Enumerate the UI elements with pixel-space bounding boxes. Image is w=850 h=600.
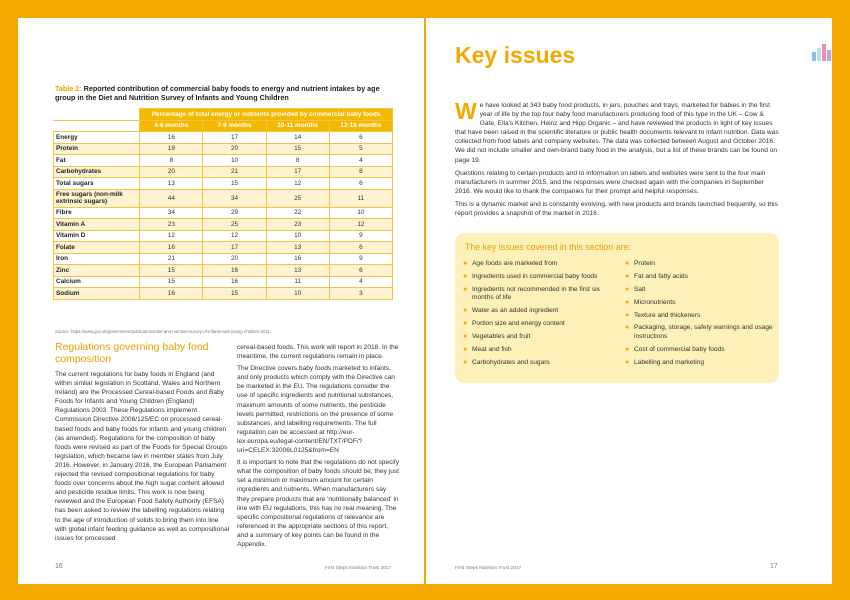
key-issues-list-right <box>625 260 775 372</box>
intro-text <box>455 98 779 222</box>
bullet-icon: ● <box>463 320 468 328</box>
body-paragraph: cereal-based foods. This work will report in 2018. In the meantime, the current regulations remain in place. <box>237 344 399 361</box>
bullet-icon: ● <box>463 272 468 280</box>
table-cell: 13 <box>140 178 203 190</box>
table-row <box>54 207 393 219</box>
key-issue-text: Ingredients not recommended in the first six months of life <box>472 285 600 302</box>
key-issue-text: Protein <box>634 260 655 267</box>
table-cell: 11 <box>266 276 329 288</box>
table-cell: 21 <box>140 253 203 265</box>
table-row-label: Folate <box>54 242 140 254</box>
table-cell: 17 <box>203 132 266 144</box>
key-issues-title: The key issues covered in this section are: <box>465 242 631 252</box>
table-row-label: Total sugars <box>54 178 140 190</box>
nutrient-table <box>53 108 393 300</box>
table-cell: 8 <box>329 166 392 178</box>
key-issues-box <box>455 233 779 383</box>
table-cell: 16 <box>203 265 266 277</box>
table-row <box>54 178 393 190</box>
bullet-icon: ● <box>463 260 468 267</box>
key-issue-text: Texture and thickeners <box>634 311 701 319</box>
table-cell: 5 <box>329 143 392 155</box>
key-issue-item <box>463 273 613 282</box>
footer-text-left: First Steps Nutrition Trust 2017 <box>325 566 392 571</box>
table-cell: 12 <box>203 230 266 242</box>
table-cell: 11 <box>329 189 392 207</box>
table-cell: 12 <box>140 230 203 242</box>
page-number-left: 16 <box>55 563 63 570</box>
key-issue-item <box>463 320 613 329</box>
key-issue-item <box>463 307 613 316</box>
intro-paragraph-text: Questions relating to certain products and to information on labels and websites were sent to the four main manufacturers in summer 2015, and the responses were checked again with the companies in September 2016. We would like to thank the companies for their prompt and helpful responses. <box>455 169 766 195</box>
key-issues-list-left <box>463 260 613 372</box>
table-cell: 22 <box>266 207 329 219</box>
table-row <box>54 242 393 254</box>
table-cell: 8 <box>266 155 329 167</box>
table-source: Source: https://www.gov.uk/government/publications/diet-and-nutrition-survey-of-infants-and-young-children-2011 <box>55 329 270 334</box>
key-issue-text: Portion size and energy content <box>472 320 565 328</box>
table-column-header: 12-18 months <box>329 120 392 132</box>
key-issue-text: Vegetables and fruit <box>472 333 531 341</box>
table-cell: 16 <box>140 242 203 254</box>
key-issue-text: Salt <box>634 285 646 293</box>
table-cell: 20 <box>140 166 203 178</box>
table-cell: 9 <box>329 230 392 242</box>
key-issue-item <box>463 333 613 342</box>
bullet-icon: ● <box>625 272 630 280</box>
table-row <box>54 265 393 277</box>
body-column-right <box>237 343 399 552</box>
bullet-icon: ● <box>463 307 468 315</box>
table-column-header: 7-9 months <box>203 120 266 132</box>
table-cell: 9 <box>329 253 392 265</box>
table-caption <box>55 84 385 102</box>
bullet-icon: ● <box>625 345 630 353</box>
table-cell: 4 <box>329 155 392 167</box>
table-cell: 21 <box>203 166 266 178</box>
table-cell: 15 <box>266 143 329 155</box>
table-cell: 15 <box>203 178 266 190</box>
table-cell: 44 <box>140 189 203 207</box>
section-heading: Regulations governing baby food composition <box>55 341 209 365</box>
bullet-icon: ● <box>463 285 468 293</box>
key-issue-item <box>625 299 775 308</box>
table-cell: 6 <box>329 178 392 190</box>
table-cell: 14 <box>266 132 329 144</box>
table-row <box>54 288 393 300</box>
table-row-label: Protein <box>54 143 140 155</box>
key-issue-item <box>625 312 775 321</box>
body-paragraph: The current regulations for baby foods in England (and within similar legislation in Scotland, Wales and Northern Ireland) are the Processed Cereal-based Foods and Baby Foods for Infants and Young Children (England) Regulations 2003. These Regulations implement Commission Directive 2006/125/EC on processed cereal-based foods and baby foods for infants and young children (as amended). Regulations for the composition of baby foods were revised as part of the Foods for Special Groups legislation, which became law in member states from July 2016. However, in January 2016, the European Parliament rejected the revised compositional regulations for baby foods over concerns about the high sugar content allowed and pesticide residue limits. This work is now being reviewed and the European Food Safety Authority (EFSA) has been asked to review the labelling regulations relating to the age of introduction of solids to bring them into line with global infant feeding guidance as well as compositional issues for processed <box>55 371 230 542</box>
key-issue-text: Carbohydrates and sugars <box>472 358 550 366</box>
table-cell: 3 <box>329 288 392 300</box>
table-row-label: Fibre <box>54 207 140 219</box>
bullet-icon: ● <box>625 358 630 366</box>
key-issue-text: Age foods are marketed from <box>472 260 558 267</box>
table-caption-label: Table 2: <box>55 84 82 93</box>
table-cell: 16 <box>140 288 203 300</box>
table-row-label: Carbohydrates <box>54 166 140 178</box>
table-cell: 16 <box>203 276 266 288</box>
table-row <box>54 189 393 207</box>
table-row <box>54 219 393 231</box>
table-cell: 13 <box>266 242 329 254</box>
table-body <box>54 132 393 300</box>
table-row <box>54 155 393 167</box>
table-cell: 10 <box>266 288 329 300</box>
table-row-label: Fat <box>54 155 140 167</box>
key-issue-item <box>625 260 775 269</box>
bullet-icon: ● <box>625 298 630 306</box>
table-cell: 4 <box>329 276 392 288</box>
table-column-header-row <box>54 120 393 132</box>
table-cell: 16 <box>266 253 329 265</box>
body-paragraph: The Directive covers baby foods marketed to infants, and only products which comply with the Directive can be marketed in the EU. The regulations consider the use of specific ingredients and nutritional substances, maximum amounts of some nutrients, the pesticide levels permitted, restrictions on the presence of some substances, and labelling requirements. The full regulation can be accessed at http://eur-lex.europa.eu/legal-content/EN/TXT/PDF/?uri=CELEX:32006L0125&from=EN <box>237 365 395 455</box>
footer-text-right: First Steps Nutrition Trust 2017 <box>455 566 522 571</box>
table-cell: 12 <box>329 219 392 231</box>
key-issue-item <box>625 286 775 295</box>
table-cell: 13 <box>266 265 329 277</box>
table-row <box>54 132 393 144</box>
bullet-icon: ● <box>625 311 630 319</box>
table-cell: 17 <box>266 166 329 178</box>
table-cell: 10 <box>203 155 266 167</box>
bullet-icon: ● <box>625 260 630 267</box>
key-issue-item <box>463 286 613 303</box>
key-issue-text: Fat and fatty acids <box>634 272 688 280</box>
table-row <box>54 143 393 155</box>
table-cell: 8 <box>140 155 203 167</box>
table-corner-cell <box>54 109 140 121</box>
table-row-label: Calcium <box>54 276 140 288</box>
table-row-label: Energy <box>54 132 140 144</box>
table-column-header: 10-11 months <box>266 120 329 132</box>
key-issue-item <box>463 359 613 368</box>
bullet-icon: ● <box>463 358 468 366</box>
table-cell: 10 <box>266 230 329 242</box>
table-cell: 29 <box>203 207 266 219</box>
table-cell: 25 <box>266 189 329 207</box>
table-row <box>54 276 393 288</box>
body-paragraph: It is important to note that the regulations do not specify what the composition of baby foods should be; they just set a minimum or maximum amount for certain ingredients and nutrients. When manufacturers say they prepare products that are 'nutritionally balanced' in line with EU regulations, this has no real meaning. The specific compositional regulations of relevance are referenced in the appropriate sections of this report, and a summary of key points can be found in the Appendix. <box>237 459 400 548</box>
dropcap: W <box>455 98 477 124</box>
table-cell: 16 <box>140 132 203 144</box>
key-issue-text: Water as an added ingredient <box>472 307 559 315</box>
key-issue-text: Labelling and marketing <box>634 358 705 366</box>
table-cell: 6 <box>329 265 392 277</box>
key-issue-text: Ingredients used in commercial baby foods <box>472 272 598 280</box>
table-cell: 19 <box>140 143 203 155</box>
intro-paragraph <box>455 169 779 196</box>
intro-paragraph-text: This is a dynamic market and is constantly evolving, with new products and brands launched frequently, so this report provides a snapshot of the market in 2016. <box>455 200 778 218</box>
key-issue-text: Micronutrients <box>634 298 676 306</box>
intro-paragraph-text: e have looked at 343 baby food products, in jars, pouches and trays, marketed for babies in the first year of life by the top four baby food manufacturers producing food of this type in the UK – Cow & Gate, Ella's Kitchen, Heinz and Hipp Organic – and have reviewed the products in light of key issues that have been raised in the scientific literature or public health documents relevant to infant nutrition. Data was collected from food labels and company websites. The data was collected between August and October 2016. We did not include smaller and own-brand baby food in the analysis, but a list of these brands can be found on page 19. <box>455 102 779 164</box>
table-row-label: Vitamin A <box>54 219 140 231</box>
table-cell: 34 <box>203 189 266 207</box>
table-cell: 15 <box>140 276 203 288</box>
key-issue-item <box>463 260 613 269</box>
table-cell: 12 <box>266 178 329 190</box>
table-column-header: 4-6 months <box>140 120 203 132</box>
table-group-header: Percentage of total energy or nutrients provided by commercial baby foods <box>140 109 393 121</box>
table-cell: 23 <box>140 219 203 231</box>
table-cell: 6 <box>329 242 392 254</box>
table-cell: 20 <box>203 143 266 155</box>
table-row-label: Free sugars (non-milk extrinsic sugars) <box>54 189 140 207</box>
table-row <box>54 166 393 178</box>
table-row-label: Iron <box>54 253 140 265</box>
table-row-label: Zinc <box>54 265 140 277</box>
key-issue-item <box>463 346 613 355</box>
bullet-icon: ● <box>463 333 468 341</box>
table-cell: 25 <box>203 219 266 231</box>
page-title: Key issues <box>455 42 576 68</box>
table-caption-text: Reported contribution of commercial baby foods to energy and nutrient intakes by age group in the Diet and Nutrition Survey of Infants and Young Children <box>55 84 380 102</box>
page-number-right: 17 <box>770 563 778 570</box>
table-row <box>54 230 393 242</box>
table-corner-cell <box>54 120 140 132</box>
table-cell: 15 <box>140 265 203 277</box>
table-cell: 23 <box>266 219 329 231</box>
body-column-left <box>55 370 230 546</box>
key-issue-text: Cost of commercial baby foods <box>634 345 725 353</box>
bullet-icon: ● <box>625 285 630 293</box>
table-cell: 15 <box>203 288 266 300</box>
table-cell: 6 <box>329 132 392 144</box>
table-cell: 34 <box>140 207 203 219</box>
bullet-icon: ● <box>463 345 468 353</box>
key-issue-text: Packaging, storage, safety warnings and usage instructions <box>634 324 773 341</box>
intro-paragraph <box>455 98 779 165</box>
table-row-label: Sodium <box>54 288 140 300</box>
table-cell: 17 <box>203 242 266 254</box>
table-row <box>54 253 393 265</box>
key-issue-text: Meat and fish <box>472 345 512 353</box>
key-issue-item <box>625 346 775 355</box>
key-issue-item <box>625 273 775 282</box>
key-issue-item <box>625 359 775 368</box>
bullet-icon: ● <box>625 324 630 332</box>
table-row-label: Vitamin D <box>54 230 140 242</box>
table-cell: 10 <box>329 207 392 219</box>
logo-bars-icon <box>812 44 832 61</box>
page-gutter <box>424 18 426 584</box>
table-cell: 20 <box>203 253 266 265</box>
intro-paragraph <box>455 200 779 218</box>
key-issue-item <box>625 324 775 341</box>
